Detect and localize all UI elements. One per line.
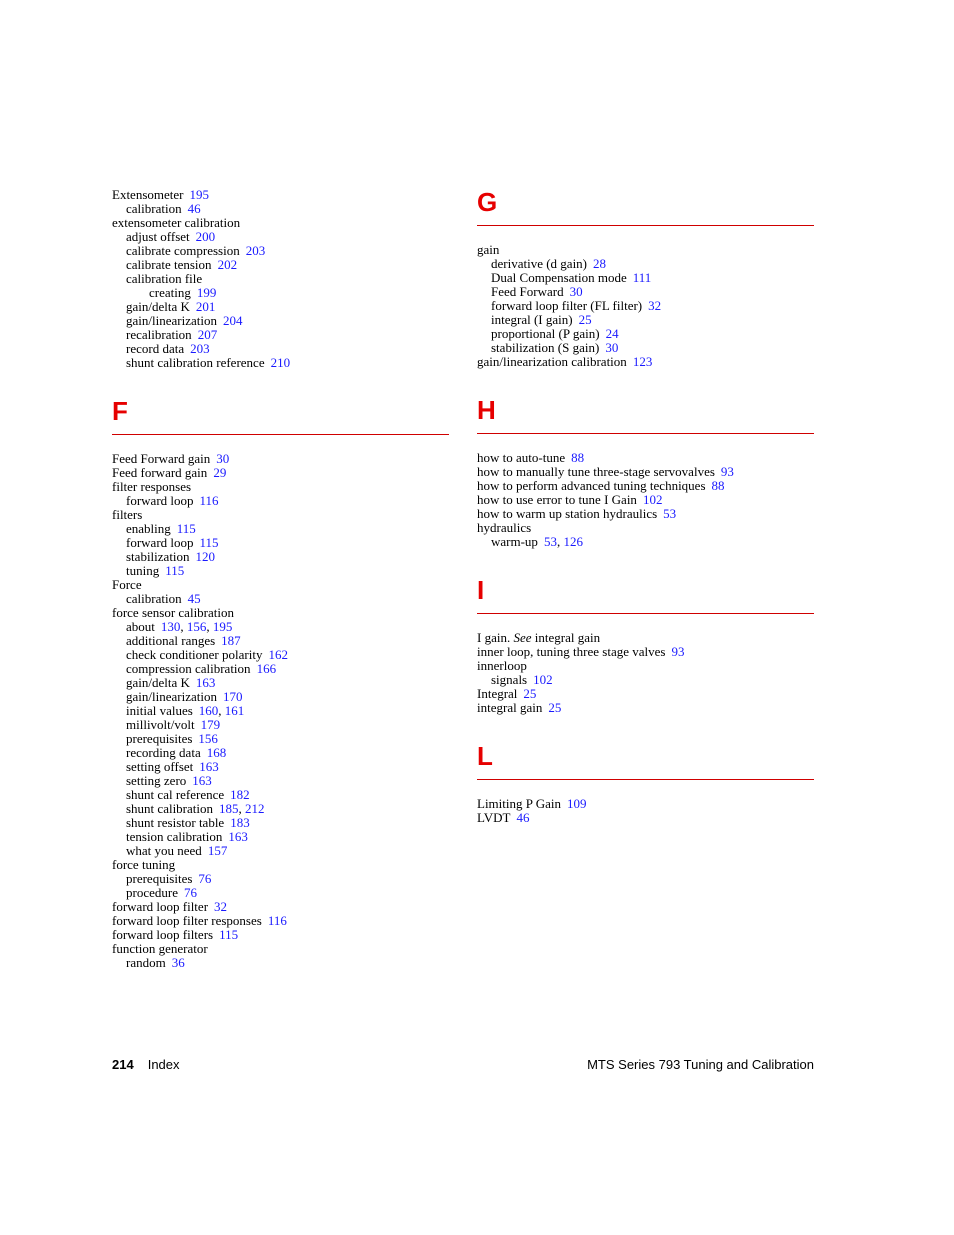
index-term: filter responses <box>112 479 192 494</box>
page-link[interactable]: 204 <box>222 313 243 328</box>
index-term: integral (I gain) <box>491 312 573 327</box>
page-refs <box>172 955 185 970</box>
index-term: calibrate tension <box>126 257 212 272</box>
index-subentry <box>112 886 449 900</box>
page-link[interactable]: 36 <box>171 955 185 970</box>
page-refs <box>579 312 592 327</box>
index-subentry <box>477 271 814 285</box>
page-link[interactable]: 93 <box>671 644 685 659</box>
index-term: Force <box>112 577 142 592</box>
index-entry <box>477 811 814 825</box>
index-entry <box>112 216 449 230</box>
page-refs <box>230 815 250 830</box>
page-link[interactable]: 183 <box>230 815 250 830</box>
index-term: record data <box>126 341 185 356</box>
index-subentry <box>112 550 449 564</box>
index-subentry <box>477 313 814 327</box>
index-term: forward loop <box>126 493 194 508</box>
index-subentry <box>112 844 449 858</box>
index-subentry <box>112 816 449 830</box>
index-entry <box>477 451 814 465</box>
page-refs <box>671 644 684 659</box>
index-subentry <box>112 522 449 536</box>
page-link[interactable]: 161 <box>224 703 245 718</box>
index-entry <box>477 355 814 369</box>
index-term: forward loop filter (FL filter) <box>491 298 643 313</box>
page-link[interactable]: 182 <box>230 787 250 802</box>
index-term: initial values <box>126 703 193 718</box>
index-entry <box>112 452 449 466</box>
page-refs <box>567 796 587 811</box>
page-refs <box>192 773 212 788</box>
page-link[interactable]: 120 <box>195 549 216 564</box>
index-subentry <box>477 673 814 687</box>
index-term: adjust offset <box>126 229 190 244</box>
index-term: function generator <box>112 941 208 956</box>
index-subentry <box>112 494 449 508</box>
page-link[interactable]: 76 <box>198 871 212 886</box>
page-refs: 53, 126 <box>543 534 583 549</box>
page-refs <box>198 327 218 342</box>
page-link[interactable]: 115 <box>165 563 185 578</box>
page-refs <box>648 298 661 313</box>
see-label: See <box>513 630 532 645</box>
section-rule <box>477 225 814 226</box>
page-refs <box>712 478 725 493</box>
index-term: Feed Forward <box>491 284 564 299</box>
index-entry <box>477 797 814 811</box>
section-gap <box>477 369 814 396</box>
index-term: inner loop, tuning three stage valves <box>477 644 666 659</box>
page-refs <box>189 187 209 202</box>
page-link[interactable]: 102 <box>533 672 553 687</box>
index-term: Feed forward gain <box>112 465 208 480</box>
page-link[interactable]: 200 <box>195 229 216 244</box>
index-entry <box>477 701 814 715</box>
index-term: creating <box>149 285 191 300</box>
index-entry <box>112 942 449 956</box>
page-link[interactable]: 170 <box>222 689 243 704</box>
page-refs <box>606 326 619 341</box>
page-refs <box>271 355 291 370</box>
section-gap <box>112 370 449 397</box>
index-term: Dual Compensation mode <box>491 270 627 285</box>
page-refs <box>188 201 201 216</box>
index-term: filters <box>112 507 143 522</box>
page-refs <box>268 647 288 662</box>
page-link[interactable]: 157 <box>207 843 228 858</box>
page-link[interactable]: 88 <box>571 450 585 465</box>
index-subentry <box>112 356 449 370</box>
index-subentry <box>112 258 449 272</box>
page-link[interactable]: 185 <box>219 801 239 816</box>
page-link[interactable]: 29 <box>213 465 227 480</box>
page-link[interactable]: 187 <box>221 633 241 648</box>
index-subentry <box>112 676 449 690</box>
page-refs <box>721 464 734 479</box>
page-refs <box>228 829 248 844</box>
page-link[interactable]: 163 <box>192 773 212 788</box>
index-term: prerequisites <box>126 871 193 886</box>
page-refs <box>198 871 211 886</box>
page-link[interactable]: 30 <box>569 284 583 299</box>
page-link[interactable]: 199 <box>196 285 217 300</box>
page-link[interactable]: 201 <box>195 299 216 314</box>
index-entry <box>112 578 449 592</box>
index-term: additional ranges <box>126 633 216 648</box>
page-refs <box>200 535 219 550</box>
index-entry <box>477 465 814 479</box>
page-number: 214 <box>112 1057 134 1072</box>
index-entry <box>112 466 449 480</box>
index-subentry <box>112 690 449 704</box>
index-term: how to warm up station hydraulics <box>477 506 658 521</box>
index-term: force sensor calibration <box>112 605 235 620</box>
page-link[interactable]: 116 <box>267 913 287 928</box>
index-term: setting offset <box>126 759 194 774</box>
index-term: integral gain <box>477 700 543 715</box>
page-refs <box>184 885 197 900</box>
index-term: shunt calibration reference <box>126 355 265 370</box>
index-subentry <box>477 327 814 341</box>
page-link[interactable]: 126 <box>563 534 583 549</box>
index-term: compression calibration <box>126 661 251 676</box>
index-entry <box>112 480 449 494</box>
page-link[interactable]: 53 <box>543 534 557 549</box>
index-term: gain/linearization <box>126 313 217 328</box>
index-term: I gain. <box>477 630 511 645</box>
page-refs <box>190 341 210 356</box>
index-subentry <box>112 300 449 314</box>
page-link[interactable]: 163 <box>199 759 219 774</box>
page-link[interactable]: 88 <box>711 478 725 493</box>
page-link[interactable]: 53 <box>663 506 677 521</box>
page-refs <box>208 843 228 858</box>
page-link[interactable]: 115 <box>176 521 196 536</box>
index-term: tuning <box>126 563 160 578</box>
index-term: forward loop filter responses <box>112 913 262 928</box>
page-link[interactable]: 156 <box>186 619 207 634</box>
page-refs <box>216 451 229 466</box>
index-subentry <box>112 788 449 802</box>
page-link[interactable]: 210 <box>270 355 291 370</box>
page-refs <box>516 810 529 825</box>
page-refs <box>533 672 553 687</box>
page-refs <box>230 787 250 802</box>
index-subentry <box>112 202 449 216</box>
index-entry <box>477 243 814 257</box>
index-term: recording data <box>126 745 201 760</box>
page-link[interactable]: 195 <box>189 187 209 202</box>
index-term: Extensometer <box>112 187 184 202</box>
section-gap <box>477 549 814 576</box>
page-link[interactable]: 32 <box>214 899 228 914</box>
index-term: about <box>126 619 155 634</box>
page-refs <box>605 340 618 355</box>
footer-book-title: MTS Series 793 Tuning and Calibration <box>587 1057 814 1072</box>
page-refs <box>207 745 227 760</box>
page-refs <box>165 563 184 578</box>
letter-heading: I <box>477 575 485 605</box>
page-link[interactable]: 162 <box>268 647 288 662</box>
index-term: Limiting P Gain <box>477 796 562 811</box>
index-subentry <box>112 774 449 788</box>
page-link[interactable]: 207 <box>197 327 218 342</box>
page-link[interactable]: 28 <box>593 256 607 271</box>
index-entry <box>112 188 449 202</box>
index-subentry <box>112 564 449 578</box>
page-link[interactable]: 130 <box>160 619 181 634</box>
index-subentry <box>112 634 449 648</box>
index-subentry <box>112 620 449 634</box>
index-subentry <box>477 285 814 299</box>
page-refs <box>633 354 653 369</box>
index-term: signals <box>491 672 528 687</box>
page-refs: 185, 212 <box>219 801 265 816</box>
index-term: force tuning <box>112 857 176 872</box>
page-refs <box>633 270 652 285</box>
page-link[interactable]: 30 <box>216 451 230 466</box>
index-entry <box>477 507 814 521</box>
page-link[interactable]: 203 <box>190 341 210 356</box>
index-term: procedure <box>126 885 178 900</box>
index-subentry <box>112 956 449 970</box>
index-term: prerequisites <box>126 731 193 746</box>
index-term: forward loop <box>126 535 194 550</box>
index-term: LVDT <box>477 810 511 825</box>
page-link[interactable]: 163 <box>228 829 248 844</box>
index-term: gain/linearization <box>126 689 217 704</box>
page-refs <box>523 686 536 701</box>
index-column-left <box>112 188 449 970</box>
index-term: shunt resistor table <box>126 815 225 830</box>
page-refs <box>218 257 238 272</box>
index-subentry <box>112 592 449 606</box>
section-rule <box>477 779 814 780</box>
index-subentry <box>112 272 449 286</box>
page-link[interactable]: 163 <box>195 675 216 690</box>
page-refs: 130, 156, 195 <box>160 619 233 634</box>
page-refs <box>201 717 221 732</box>
page-link[interactable]: 156 <box>198 731 218 746</box>
index-term: Integral <box>477 686 518 701</box>
page-link[interactable]: 111 <box>632 270 652 285</box>
page-link[interactable]: 160 <box>198 703 219 718</box>
index-term: millivolt/volt <box>126 717 195 732</box>
page-refs <box>214 899 227 914</box>
index-subentry <box>112 536 449 550</box>
page-refs <box>213 465 226 480</box>
index-term: what you need <box>126 843 202 858</box>
page-refs <box>257 661 277 676</box>
index-entry <box>477 645 814 659</box>
index-subentry <box>112 704 449 718</box>
page-link[interactable]: 115 <box>219 927 239 942</box>
page-link[interactable]: 30 <box>605 340 619 355</box>
letter-heading: L <box>477 741 493 771</box>
index-term: derivative (d gain) <box>491 256 588 271</box>
page-refs <box>197 285 217 300</box>
page-link[interactable]: 195 <box>212 619 233 634</box>
page-link[interactable]: 109 <box>567 796 587 811</box>
page-refs <box>188 591 201 606</box>
page-refs <box>219 927 238 942</box>
page-link[interactable]: 179 <box>200 717 221 732</box>
index-entry <box>477 493 814 507</box>
index-term: gain/delta K <box>126 299 190 314</box>
page-footer <box>112 1056 814 1074</box>
index-subentry <box>112 802 449 816</box>
index-entry <box>477 687 814 701</box>
index-term: recalibration <box>126 327 192 342</box>
page-refs <box>548 700 561 715</box>
section-rule <box>477 433 814 434</box>
letter-heading: G <box>477 187 498 217</box>
page-refs <box>200 493 219 508</box>
page-refs <box>571 450 584 465</box>
page-link[interactable]: 25 <box>578 312 592 327</box>
index-term: gain <box>477 242 500 257</box>
page-refs <box>196 675 216 690</box>
page-link[interactable]: 166 <box>256 661 277 676</box>
index-entry <box>477 521 814 535</box>
index-subentry <box>477 535 814 549</box>
index-subentry <box>112 328 449 342</box>
letter-heading: H <box>477 395 496 425</box>
page-link[interactable]: 123 <box>632 354 653 369</box>
index-subentry <box>477 341 814 355</box>
index-term: stabilization (S gain) <box>491 340 600 355</box>
index-term: how to auto-tune <box>477 450 566 465</box>
index-term: tension calibration <box>126 829 223 844</box>
page-refs <box>196 549 216 564</box>
index-subentry <box>112 760 449 774</box>
index-subentry <box>112 830 449 844</box>
page-link[interactable]: 202 <box>217 257 238 272</box>
index-subentry <box>112 872 449 886</box>
page-link[interactable]: 25 <box>523 686 537 701</box>
page-refs: 160, 161 <box>198 703 245 718</box>
page-refs <box>223 313 243 328</box>
index-entry <box>112 606 449 620</box>
index-subentry <box>112 662 449 676</box>
page-link[interactable]: 203 <box>245 243 266 258</box>
page-refs <box>199 759 219 774</box>
page-refs <box>223 689 243 704</box>
page-refs <box>246 243 266 258</box>
index-term: shunt cal reference <box>126 787 225 802</box>
page-link[interactable]: 32 <box>648 298 662 313</box>
section-gap <box>477 715 814 742</box>
index-subentry <box>112 342 449 356</box>
index-term: shunt calibration <box>126 801 214 816</box>
page-link[interactable]: 212 <box>245 801 265 816</box>
index-subentry <box>112 230 449 244</box>
index-subentry <box>112 244 449 258</box>
page-refs <box>268 913 287 928</box>
page-refs <box>221 633 241 648</box>
page-refs <box>643 492 663 507</box>
index-subentry <box>477 257 814 271</box>
index-entry <box>112 858 449 872</box>
index-term: how to manually tune three-stage servovalves <box>477 464 715 479</box>
index-entry <box>112 928 449 942</box>
index-term: forward loop filter <box>112 899 209 914</box>
index-entry <box>112 508 449 522</box>
page-refs <box>570 284 583 299</box>
index-subentry <box>112 718 449 732</box>
page-link[interactable]: 46 <box>516 810 530 825</box>
index-term: random <box>126 955 166 970</box>
index-term: calibration <box>126 201 182 216</box>
index-entry <box>477 631 814 645</box>
page-link[interactable]: 45 <box>187 591 201 606</box>
footer-section: Index <box>147 1057 180 1072</box>
index-term: proportional (P gain) <box>491 326 600 341</box>
section-rule <box>477 613 814 614</box>
index-subentry <box>477 299 814 313</box>
index-term: calibrate compression <box>126 243 240 258</box>
letter-heading: F <box>112 396 128 426</box>
index-term: gain/delta K <box>126 675 190 690</box>
page-refs <box>198 731 218 746</box>
index-entry <box>477 479 814 493</box>
page-refs <box>196 299 216 314</box>
page-link[interactable]: 46 <box>187 201 201 216</box>
index-term: calibration <box>126 591 182 606</box>
index-subentry <box>112 648 449 662</box>
page-refs <box>593 256 606 271</box>
index-column-right <box>477 188 814 825</box>
index-term: Feed Forward gain <box>112 451 211 466</box>
index-term: check conditioner polarity <box>126 647 263 662</box>
index-subentry <box>112 286 449 300</box>
index-entry <box>112 900 449 914</box>
page-link[interactable]: 115 <box>199 535 219 550</box>
index-term: forward loop filters <box>112 927 214 942</box>
index-term: how to perform advanced tuning techniques <box>477 478 706 493</box>
index-term: gain/linearization calibration <box>477 354 627 369</box>
index-term: stabilization <box>126 549 190 564</box>
index-term: how to use error to tune I Gain <box>477 492 637 507</box>
index-term: setting zero <box>126 773 187 788</box>
index-term: hydraulics <box>477 520 532 535</box>
page-refs <box>177 521 196 536</box>
index-subentry <box>112 314 449 328</box>
page-link[interactable]: 24 <box>605 326 619 341</box>
section-rule <box>112 434 449 435</box>
index-term: extensometer calibration <box>112 215 241 230</box>
page-link[interactable]: 76 <box>183 885 197 900</box>
page-link[interactable]: 93 <box>720 464 734 479</box>
index-entry <box>477 659 814 673</box>
page-link[interactable]: 116 <box>199 493 219 508</box>
index-term: warm-up <box>491 534 538 549</box>
see-target: integral gain <box>534 630 601 645</box>
index-term: innerloop <box>477 658 527 673</box>
index-entry <box>112 914 449 928</box>
page-refs <box>196 229 216 244</box>
index-term: calibration file <box>126 271 203 286</box>
page-link[interactable]: 25 <box>548 700 562 715</box>
index-subentry <box>112 732 449 746</box>
index-subentry <box>112 746 449 760</box>
index-term: enabling <box>126 521 171 536</box>
page-link[interactable]: 168 <box>206 745 227 760</box>
page-refs <box>663 506 676 521</box>
page-link[interactable]: 102 <box>642 492 663 507</box>
